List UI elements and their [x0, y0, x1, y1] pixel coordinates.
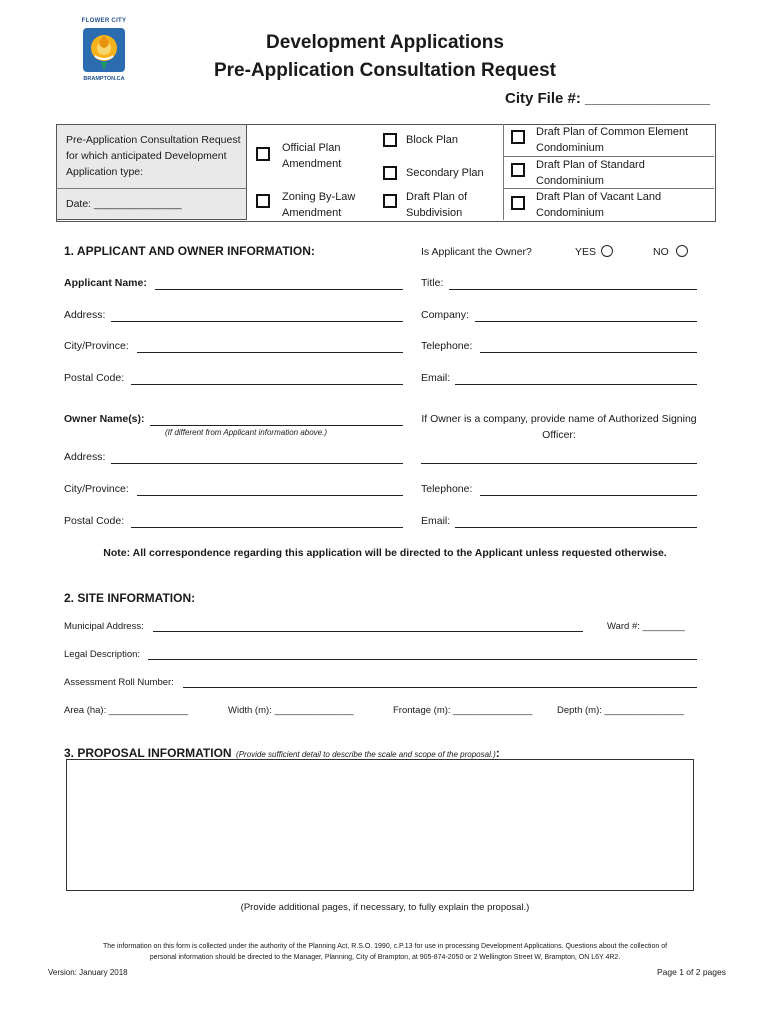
owner-names-input[interactable] — [150, 425, 403, 426]
owner-address-input[interactable] — [111, 463, 403, 464]
secondary-plan-label: Secondary Plan — [406, 167, 484, 179]
section3-heading: 3. PROPOSAL INFORMATION — [64, 746, 232, 760]
telephone-input[interactable] — [480, 352, 697, 353]
owner-email-label: Email: — [421, 515, 451, 527]
email-input[interactable] — [455, 384, 697, 385]
logo-bottom-text: BRAMPTON.CA — [83, 76, 125, 82]
official-plan-label: Official Plan Amendment — [282, 142, 342, 170]
page-title: Development Applications — [266, 32, 504, 53]
additional-pages-note: (Provide additional pages, if necessary, to fully explain the proposal.) — [240, 902, 530, 913]
owner-note: (If different from Applicant information above.) — [165, 428, 327, 437]
authorized-officer-note: If Owner is a company, provide name of Authorized Signing Officer: — [421, 413, 697, 441]
no-radio[interactable] — [676, 245, 688, 257]
standard-condo-checkbox[interactable] — [511, 163, 525, 177]
application-type-prompt: Pre-Application Consultation Request for which anticipated Development Application type: — [66, 134, 241, 178]
width-field[interactable]: Width (m): _______________ — [228, 705, 354, 716]
owner-city-input[interactable] — [137, 495, 403, 496]
address-input[interactable] — [111, 321, 403, 322]
company-label: Company: — [421, 309, 469, 321]
postal-code-input[interactable] — [131, 384, 403, 385]
owner-telephone-label: Telephone: — [421, 483, 473, 495]
roll-number-input[interactable] — [183, 687, 697, 688]
applicant-name-label: Applicant Name: — [64, 277, 147, 289]
company-input[interactable] — [475, 321, 697, 322]
ward-field[interactable]: Ward #: ________ — [607, 621, 685, 632]
block-plan-checkbox[interactable] — [383, 133, 397, 147]
section2-heading: 2. SITE INFORMATION: — [64, 591, 196, 605]
owner-postal-label: Postal Code: — [64, 515, 125, 527]
yes-label: YES — [575, 246, 597, 258]
privacy-notice-line2: personal information should be directed to the Manager, Planning, City of Brampton, at 905-874-2050 or 2 Wellington Street W, Brampton, ON L6Y 4R2. — [149, 954, 621, 961]
draft-subdivision-label: Draft Plan of Subdivision — [406, 191, 468, 219]
frontage-field[interactable]: Frontage (m): _______________ — [393, 705, 533, 716]
proposal-textarea[interactable] — [66, 759, 694, 891]
owner-question: Is Applicant the Owner? — [421, 246, 532, 258]
owner-city-label: City/Province: — [64, 483, 129, 495]
city-province-label: City/Province: — [64, 340, 129, 352]
municipal-address-label: Municipal Address: — [64, 621, 144, 632]
correspondence-note: Note: All correspondence regarding this application will be directed to the Applicant unless requested otherwise. — [103, 547, 667, 559]
municipal-address-input[interactable] — [153, 631, 583, 632]
owner-postal-input[interactable] — [131, 527, 403, 528]
postal-code-label: Postal Code: — [64, 372, 125, 384]
no-label: NO — [653, 246, 669, 258]
owner-email-input[interactable] — [455, 527, 697, 528]
table-divider — [56, 188, 247, 189]
owner-address-label: Address: — [64, 451, 106, 463]
email-label: Email: — [421, 372, 451, 384]
common-element-checkbox[interactable] — [511, 130, 525, 144]
applicant-name-input[interactable] — [155, 289, 403, 290]
logo-top-text: FLOWER CITY — [81, 18, 127, 24]
owner-telephone-input[interactable] — [480, 495, 697, 496]
zoning-label: Zoning By-Law Amendment — [282, 191, 356, 219]
section3-heading-colon: : — [495, 746, 500, 760]
common-element-label: Draft Plan of Common Element Condominium — [536, 126, 689, 154]
version-label: Version: January 2018 — [48, 968, 128, 977]
city-file-field[interactable]: City File #: _______________ — [505, 90, 711, 107]
privacy-notice-line1: The information on this form is collected under the authority of the Planning Act, R.S.O. 1990, c.P.13 for use in processing Development Applications. Questions about the collection of — [102, 943, 668, 950]
legal-description-input[interactable] — [148, 659, 697, 660]
depth-field[interactable]: Depth (m): _______________ — [557, 705, 684, 716]
page-number: Page 1 of 2 pages — [656, 967, 726, 977]
signing-officer-input[interactable] — [421, 463, 697, 464]
secondary-plan-checkbox[interactable] — [383, 166, 397, 180]
title-label: Title: — [421, 277, 444, 289]
roll-number-label: Assessment Roll Number: — [64, 677, 174, 688]
block-plan-label: Block Plan — [406, 134, 458, 146]
yes-radio[interactable] — [601, 245, 613, 257]
vacant-land-checkbox[interactable] — [511, 196, 525, 210]
owner-names-label: Owner Name(s): — [64, 413, 145, 425]
draft-subdivision-checkbox[interactable] — [383, 194, 397, 208]
table-divider — [503, 124, 504, 220]
area-field[interactable]: Area (ha): _______________ — [64, 705, 189, 716]
title-input[interactable] — [449, 289, 697, 290]
address-label: Address: — [64, 309, 106, 321]
city-province-input[interactable] — [137, 352, 403, 353]
date-field[interactable]: Date: _______________ — [66, 198, 182, 210]
page-subtitle: Pre-Application Consultation Request — [213, 60, 557, 81]
section1-heading: 1. APPLICANT AND OWNER INFORMATION: — [64, 244, 315, 258]
zoning-checkbox[interactable] — [256, 194, 270, 208]
standard-condo-label: Draft Plan of Standard Condominium — [536, 159, 645, 187]
telephone-label: Telephone: — [421, 340, 473, 352]
vacant-land-label: Draft Plan of Vacant Land Condominium — [536, 191, 662, 219]
official-plan-checkbox[interactable] — [256, 147, 270, 161]
legal-description-label: Legal Description: — [64, 649, 141, 660]
section3-heading-note: (Provide sufficient detail to describe the scale and scope of the proposal.) — [236, 750, 496, 759]
